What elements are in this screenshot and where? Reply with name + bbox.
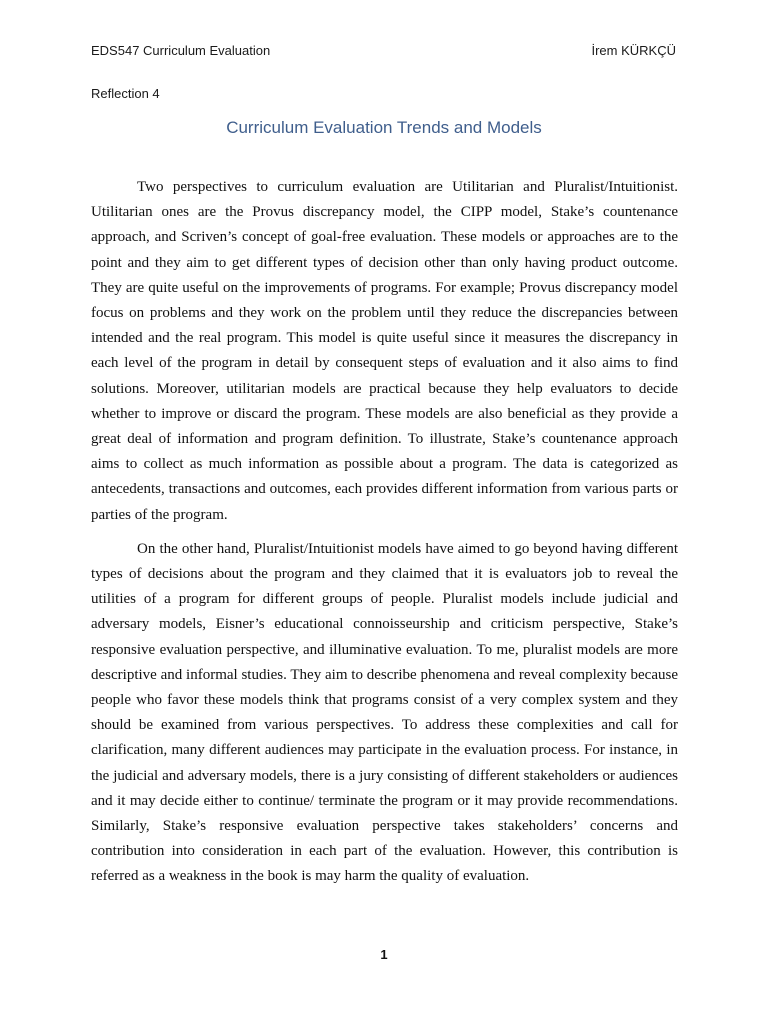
paragraph: Two perspectives to curriculum evaluation are Utilitarian and Pluralist/Intuitionist. Utilitarian ones are the Provus discrepancy model, the CIPP model, Stake’s countenance approach, and Scriven’s concept of goal-free evaluation. These models or approaches are to the point and they aim to get different types of decision other than only having product outcome. They are quite useful on the improvements of programs. For example; Provus discrepancy model focus on problems and they work on the problem until they reduce the discrepancies between intended and the real program. This model is quite useful since it measures the discrepancy in each level of the program in detail by consequent steps of evaluation and it also aims to find solutions. Moreover, utilitarian models are practical because they help evaluators to decide whether to improve or discard the program. These models are also beneficial as they provide a great deal of information and program definition. To illustrate, Stake’s countenance approach aims to collect as much information as possible about a program. The data is categorized as antecedents, transactions and outcomes, each provides different information from various parts or parties of the program.	[91, 179, 678, 523]
document-title: Curriculum Evaluation Trends and Models	[226, 118, 542, 137]
reflection-label: Reflection 4	[91, 86, 160, 101]
header-author: İrem KÜRKÇÜ	[591, 43, 676, 58]
header-course: EDS547 Curriculum Evaluation	[91, 43, 271, 58]
document-body	[91, 175, 678, 890]
page-number: 1	[380, 947, 388, 962]
paragraph: On the other hand, Pluralist/Intuitionist models have aimed to go beyond having different types of decisions about the program and they claimed that it is evaluators job to reveal the utilities of a program for different groups of people. Pluralist models include judicial and adversary models, Eisner’s educational connoisseurship and criticism perspective, Stake’s responsive evaluation perspective, and illuminative evaluation. To me, pluralist models are more descriptive and informal studies. They aim to describe phenomena and reveal complexity because people who favor these models think that programs consist of a very complex system and they should be examined from various perspectives. To address these complexities and call for clarification, many different audiences may participate in the evaluation process. For instance, in the judicial and adversary models, there is a jury consisting of different stakeholders or audiences and it may decide either to continue/ terminate the program or it may provide recommendations. Similarly, Stake’s responsive evaluation perspective takes stakeholders’ concerns and contribution into consideration in each part of the evaluation. However, this contribution is referred as a weakness in the book is may harm the quality of evaluation.	[91, 540, 678, 885]
